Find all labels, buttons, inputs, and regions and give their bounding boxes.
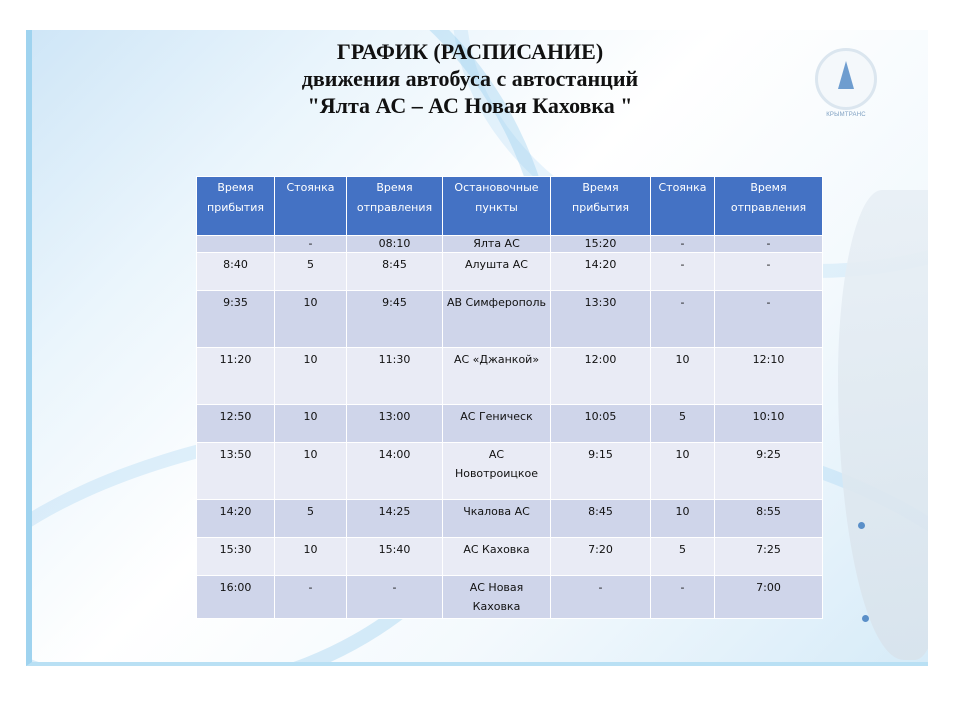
table-cell: 10 bbox=[651, 443, 715, 500]
table-cell: Алушта АС bbox=[443, 253, 551, 291]
title-line-2: движения автобуса с автостанций bbox=[301, 66, 639, 91]
table-cell: 9:15 bbox=[551, 443, 651, 500]
table-cell bbox=[197, 236, 275, 253]
table-cell: 12:00 bbox=[551, 348, 651, 405]
table-cell: 13:30 bbox=[551, 291, 651, 348]
table-cell: 9:25 bbox=[715, 443, 823, 500]
table-cell: 9:45 bbox=[347, 291, 443, 348]
logo-caption: КРЫМТРАНС bbox=[826, 112, 866, 118]
table-cell: 7:20 bbox=[551, 538, 651, 576]
table-cell: 14:25 bbox=[347, 500, 443, 538]
table-cell: - bbox=[275, 576, 347, 619]
table-row bbox=[197, 500, 823, 538]
table-cell: 7:25 bbox=[715, 538, 823, 576]
table-cell: 10:10 bbox=[715, 405, 823, 443]
table-cell: - bbox=[651, 253, 715, 291]
schedule-table bbox=[196, 176, 823, 619]
table-cell: 16:00 bbox=[197, 576, 275, 619]
table-cell: 5 bbox=[651, 405, 715, 443]
column-header: Время отправления bbox=[715, 177, 823, 236]
table-cell: 10 bbox=[651, 348, 715, 405]
table-cell: 8:45 bbox=[347, 253, 443, 291]
table-cell: 14:20 bbox=[197, 500, 275, 538]
table-cell: Чкалова АС bbox=[443, 500, 551, 538]
table-cell: 14:20 bbox=[551, 253, 651, 291]
table-cell: - bbox=[651, 291, 715, 348]
column-header: Остановочные пункты bbox=[443, 177, 551, 236]
table-cell: - bbox=[715, 253, 823, 291]
table-cell: 10 bbox=[275, 291, 347, 348]
table-row bbox=[197, 538, 823, 576]
table-cell: АС Геническ bbox=[443, 405, 551, 443]
table-row bbox=[197, 291, 823, 348]
table-cell: 15:40 bbox=[347, 538, 443, 576]
table-row bbox=[197, 405, 823, 443]
table-cell: 12:50 bbox=[197, 405, 275, 443]
table-cell: 14:00 bbox=[347, 443, 443, 500]
column-header: Стоянка bbox=[651, 177, 715, 236]
table-cell: АВ Симферополь bbox=[443, 291, 551, 348]
table-cell: 9:35 bbox=[197, 291, 275, 348]
table-cell: 10:05 bbox=[551, 405, 651, 443]
table-row bbox=[197, 443, 823, 500]
column-header: Время отправления bbox=[347, 177, 443, 236]
table-cell: 15:20 bbox=[551, 236, 651, 253]
table-cell: 13:50 bbox=[197, 443, 275, 500]
table-cell: 10 bbox=[275, 405, 347, 443]
table-row bbox=[197, 576, 823, 619]
table-cell: 10 bbox=[275, 443, 347, 500]
table-cell: 10 bbox=[275, 348, 347, 405]
table-cell: 10 bbox=[275, 538, 347, 576]
map-marker-icon bbox=[862, 615, 869, 622]
table-cell: - bbox=[651, 236, 715, 253]
table-cell: - bbox=[347, 576, 443, 619]
table-row bbox=[197, 348, 823, 405]
table-cell: 5 bbox=[651, 538, 715, 576]
table-cell: АС Каховка bbox=[443, 538, 551, 576]
table-cell: 12:10 bbox=[715, 348, 823, 405]
table-cell: Ялта АС bbox=[443, 236, 551, 253]
table-cell: 8:45 bbox=[551, 500, 651, 538]
table-cell: АС Новая Каховка bbox=[443, 576, 551, 619]
table-cell: 5 bbox=[275, 500, 347, 538]
table-cell: - bbox=[275, 236, 347, 253]
table-row bbox=[197, 253, 823, 291]
page-title bbox=[0, 38, 940, 119]
table-cell: 10 bbox=[651, 500, 715, 538]
table-header-row bbox=[197, 177, 823, 236]
table-cell: - bbox=[715, 291, 823, 348]
table-cell: 8:40 bbox=[197, 253, 275, 291]
map-marker-icon bbox=[858, 522, 865, 529]
table-cell: 11:30 bbox=[347, 348, 443, 405]
title-line-1: ГРАФИК (РАСПИСАНИЕ) bbox=[336, 39, 604, 64]
table-cell: - bbox=[551, 576, 651, 619]
table-row bbox=[197, 236, 823, 253]
table-cell: 7:00 bbox=[715, 576, 823, 619]
table-cell: - bbox=[651, 576, 715, 619]
column-header: Стоянка bbox=[275, 177, 347, 236]
table-cell: 5 bbox=[275, 253, 347, 291]
table-cell: АС «Джанкой» bbox=[443, 348, 551, 405]
table-cell: - bbox=[715, 236, 823, 253]
table-cell: 15:30 bbox=[197, 538, 275, 576]
table-cell: 11:20 bbox=[197, 348, 275, 405]
table-cell: АС Новотроицкое bbox=[443, 443, 551, 500]
column-header: Время прибытия bbox=[551, 177, 651, 236]
table-cell: 8:55 bbox=[715, 500, 823, 538]
table-cell: 13:00 bbox=[347, 405, 443, 443]
table-cell: 08:10 bbox=[347, 236, 443, 253]
column-header: Время прибытия bbox=[197, 177, 275, 236]
title-line-3: "Ялта АС – АС Новая Каховка " bbox=[307, 93, 633, 118]
